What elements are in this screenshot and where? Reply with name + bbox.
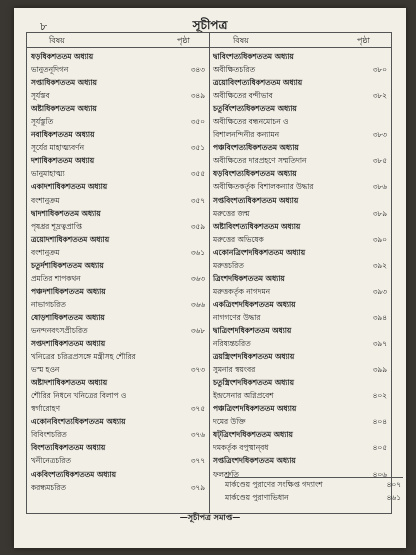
entry-page-number: ৩৪৩ xyxy=(190,65,205,75)
entry-title: পঞ্চবিংশত্যধিকশততম অধ্যায় xyxy=(213,143,299,153)
entry-title: ত্রয়োবিংশত্যধিকশততম অধ্যায় xyxy=(213,78,303,88)
chapter-heading xyxy=(31,376,211,389)
entry-title: সূর্যস্তুতি xyxy=(31,117,54,127)
entry-title: ষোড়শাধিকশততম অধ্যায় xyxy=(31,312,105,322)
chapter-heading xyxy=(31,180,211,193)
toc-entry xyxy=(31,220,211,233)
chapter-heading xyxy=(213,220,393,233)
entry-title: একবিংশত্যধিকশততম অধ্যায় xyxy=(31,469,117,479)
entry-title: একোনত্রিংশদধিকশততম অধ্যায় xyxy=(213,247,306,257)
toc-entry xyxy=(213,285,393,298)
chapter-heading xyxy=(31,337,211,350)
toc-entry xyxy=(213,207,393,220)
toc-entry xyxy=(31,246,211,259)
chapter-heading xyxy=(213,350,393,363)
entry-title: চতুর্দশাধিকশততম অধ্যায় xyxy=(31,260,104,270)
entry-page-number: ৩৯৯ xyxy=(372,365,387,375)
entry-title: নরিষ্যন্তচরিত xyxy=(213,339,251,349)
entry-title: সপ্তাধিকশততম অধ্যায় xyxy=(31,78,97,88)
entry-title: মরুত্তকর্তৃক নাগদমন xyxy=(213,286,271,296)
entry-title: দ্বাবিংশত্যধিকশততম অধ্যায় xyxy=(213,52,294,61)
toc-entry xyxy=(225,478,403,491)
chapter-heading xyxy=(213,376,393,389)
entry-title: নবাধিকশততম অধ্যায় xyxy=(31,130,95,140)
entry-title: নাভাগচরিত xyxy=(31,299,66,309)
entry-page-number: ৩৮০ xyxy=(372,65,387,75)
entry-title: মরুত্তের অভিষেক xyxy=(213,234,264,244)
entry-title: করন্ধমচরিত xyxy=(31,482,66,492)
toc-entry xyxy=(31,481,211,494)
entry-page-number: ৩৫৭ xyxy=(190,195,205,205)
toc-entry xyxy=(31,402,211,415)
entry-title: ভানুমাহাত্ম্য xyxy=(31,169,65,179)
chapter-heading xyxy=(213,324,393,337)
entry-title: ত্রয়স্ত্রিংশদধিকশততম অধ্যায় xyxy=(213,352,295,362)
entry-title: ত্রয়োদশাধিকশততম অধ্যায় xyxy=(31,234,110,244)
entry-title: অষ্টাদশাধিকশততম অধ্যায় xyxy=(31,378,108,388)
entry-page-number: ৩৮৬ xyxy=(372,182,387,192)
entry-title: ইন্দ্রসেনার অগ্নিপ্রবেশ xyxy=(213,391,274,401)
entry-page-number: ৩৭৯ xyxy=(190,482,205,492)
header-subject-right: বিষয় xyxy=(233,36,249,45)
entry-title: পঞ্চদশাধিকশততম অধ্যায় xyxy=(31,286,106,296)
entry-title: অষ্টাবিংশত্যধিকশততম অধ্যায় xyxy=(213,221,301,231)
header-page-right: পৃষ্ঠা xyxy=(357,36,370,45)
toc-entry xyxy=(31,428,211,441)
entry-title: প্রমতির শাপকথন xyxy=(31,273,81,283)
entry-page-number: ৩৮৫ xyxy=(372,156,387,166)
toc-entry xyxy=(31,350,211,363)
entry-title: শৌরির নিধনে খনিত্রের বিলাপ ও xyxy=(31,391,127,401)
entry-title: পঞ্চত্রিংশদধিকশততম অধ্যায় xyxy=(213,404,297,414)
entry-title: অবীক্ষিতের দারপ্রহণে সম্মতিদান xyxy=(213,156,307,166)
entry-page-number: ৩৮২ xyxy=(372,91,387,101)
entry-title: ভনন্দনবৎসপ্রীচরিত xyxy=(31,325,88,335)
left-column xyxy=(31,50,211,494)
entry-page-number: ৩৯৪ xyxy=(372,312,387,322)
toc-entry xyxy=(213,311,393,324)
entry-title: সপ্তদশাধিকশততম অধ্যায় xyxy=(31,339,106,349)
entry-title: ফলশ্রুতি xyxy=(213,469,239,479)
chapter-heading xyxy=(31,285,211,298)
entry-title: ষড়বিংশত্যধিকশততম অধ্যায় xyxy=(213,169,297,179)
entry-title: বিবিংশচরিত xyxy=(31,430,67,440)
entry-title: ত্রিংশদধিকশততম অধ্যায় xyxy=(213,273,285,283)
toc-entry xyxy=(213,115,393,128)
entry-page-number: ৩৭৬ xyxy=(190,430,205,440)
entry-title: মার্কণ্ডেয় পুরাণাভিধান xyxy=(225,493,289,503)
toc-entry xyxy=(213,128,393,141)
toc-entry xyxy=(213,363,393,376)
toc-entry xyxy=(31,194,211,207)
contents-table xyxy=(26,32,401,514)
entry-page-number: ৩৯৩ xyxy=(372,286,387,296)
entry-title: দমকর্তৃক বপুষ্মান্‌বধ xyxy=(213,443,269,453)
entry-page-number: ৩৫৫ xyxy=(190,169,205,179)
entry-title: সূর্যস্তব xyxy=(31,91,50,101)
entry-title: ষট্‌ত্রিংশদধিকশততম অধ্যায় xyxy=(213,430,293,440)
entry-title: অষ্টাধিকশততম অধ্যায় xyxy=(31,104,97,114)
entry-page-number: ৪০৬ xyxy=(372,469,387,479)
chapter-heading xyxy=(213,402,393,415)
toc-entry xyxy=(213,337,393,350)
toc-entry xyxy=(213,63,393,76)
entry-page-number: ৪০৭ xyxy=(386,480,401,489)
entry-page-number: ৩৭৭ xyxy=(190,456,205,466)
entry-title: ষড়ধিকশততম অধ্যায় xyxy=(31,52,94,61)
toc-entry xyxy=(213,389,393,402)
toc-entry xyxy=(213,259,393,272)
entry-page-number: ৪০২ xyxy=(372,391,387,401)
entry-title: সূর্যের মাহাত্ম্যবর্ণন xyxy=(31,143,85,153)
chapter-heading xyxy=(31,207,211,220)
chapter-heading xyxy=(213,428,393,441)
entry-page-number: ৩৬৩ xyxy=(190,273,205,283)
book-page xyxy=(14,8,406,548)
entry-title: একত্রিংশদধিকশততম অধ্যায় xyxy=(213,299,296,309)
entry-page-number: ৩৯২ xyxy=(372,260,387,270)
chapter-heading xyxy=(213,454,393,467)
entry-title: দ্বাদশাধিকশততম অধ্যায় xyxy=(31,208,101,218)
entry-title: ভানুতনূদিগন xyxy=(31,65,69,75)
entry-title: পৃষধ্রর শূদ্রত্বপ্রাপ্তি xyxy=(31,221,82,231)
entry-page-number: ৪৬১ xyxy=(386,493,401,503)
chapter-heading xyxy=(213,141,393,154)
header-page-left: পৃষ্ঠা xyxy=(177,36,190,45)
toc-entry xyxy=(31,324,211,337)
chapter-heading xyxy=(31,154,211,167)
chapter-heading xyxy=(31,233,211,246)
entry-title: দমের উক্তি xyxy=(213,417,246,427)
entry-page-number: ৩৬১ xyxy=(190,247,205,257)
entry-page-number: ৩৫৯ xyxy=(190,221,205,231)
entry-title: খনীনেত্রচরিত xyxy=(31,456,71,466)
chapter-heading xyxy=(213,102,393,115)
entry-title: নাগগণের উদ্ধার xyxy=(213,312,261,322)
entry-page-number: ৩৫০ xyxy=(190,117,205,127)
page-number: ৮ xyxy=(40,20,48,33)
toc-entry xyxy=(213,441,393,454)
entry-title: একাদশাধিকশততম অধ্যায় xyxy=(31,182,108,192)
chapter-heading xyxy=(31,468,211,481)
entry-page-number: ৩৮৯ xyxy=(372,208,387,218)
chapter-heading xyxy=(31,441,211,454)
chapter-heading xyxy=(213,246,393,259)
chapter-heading xyxy=(213,194,393,207)
end-note: —সূচীপত্র সমাপ্ত— xyxy=(179,512,241,522)
entry-title: অবীক্ষিতকর্তৃক বিশালকন্যার উদ্ধার xyxy=(213,182,314,192)
toc-entry xyxy=(31,363,211,376)
chapter-heading xyxy=(213,167,393,180)
toc-entry xyxy=(213,154,393,167)
entry-title: বংশানুক্রম xyxy=(31,247,60,257)
toc-entry xyxy=(213,233,393,246)
chapter-heading xyxy=(31,76,211,89)
entry-title: দশাধিকশততম অধ্যায় xyxy=(31,156,95,166)
chapter-heading xyxy=(31,50,211,63)
entry-title: অবীক্ষিতের বন্দীভাব xyxy=(213,91,273,101)
chapter-heading xyxy=(213,298,393,311)
entry-title: ভস্ম হওন xyxy=(31,365,60,375)
entry-page-number: ৩৬৬ xyxy=(190,299,205,309)
toc-entry xyxy=(213,180,393,193)
entry-title: সপ্তত্রিংশদধিকশততম অধ্যায় xyxy=(213,456,296,466)
toc-entry xyxy=(213,89,393,102)
entry-page-number: ৩৪৯ xyxy=(190,91,205,101)
toc-entry xyxy=(31,141,211,154)
entry-title: দ্বাত্রিংশদধিকশততম অধ্যায় xyxy=(213,325,292,335)
toc-entry xyxy=(31,389,211,402)
chapter-heading xyxy=(31,311,211,324)
chapter-heading xyxy=(31,259,211,272)
entry-page-number: ৩৯০ xyxy=(372,234,387,244)
entry-title: একোনবিংশত্যধিকশততম অধ্যায় xyxy=(31,417,126,427)
header-subject-left: বিষয় xyxy=(49,36,65,45)
entry-page-number: ৩৫১ xyxy=(190,143,205,153)
entry-title: মরুত্তের জন্ম xyxy=(213,208,250,218)
entry-title: মরুত্তচরিত xyxy=(213,260,244,270)
entry-page-number: ৩৭৫ xyxy=(190,404,205,414)
right-column xyxy=(213,50,393,481)
toc-entry xyxy=(31,167,211,180)
chapter-heading xyxy=(213,50,393,63)
entry-title: সপ্তবিংশত্যধিকশততম অধ্যায় xyxy=(213,195,299,205)
chapter-heading xyxy=(31,128,211,141)
toc-entry xyxy=(31,89,211,102)
toc-entry xyxy=(213,415,393,428)
toc-entry xyxy=(31,63,211,76)
entry-title: বিংশত্যধিকশততম অধ্যায় xyxy=(31,443,106,453)
entry-page-number: ৪০৪ xyxy=(372,417,387,427)
entry-title: বিশালনন্দিনীর কন্যামন xyxy=(213,130,280,140)
entry-title: অবীক্ষিতের বন্ধনমোচন ও xyxy=(213,117,289,127)
toc-entry xyxy=(31,115,211,128)
entry-title: চতুর্বিংশত্যধিকশততম অধ্যায় xyxy=(213,104,297,114)
chapter-heading xyxy=(31,415,211,428)
entry-title: চতুস্ত্রিংশদধিকশততম অধ্যায় xyxy=(213,378,294,388)
entry-title: সুমনার স্বয়ংবর xyxy=(213,365,256,375)
entry-title: মার্কণ্ডেয় পুরাণের সংক্ষিপ্ত গদ্যাংশ xyxy=(225,480,323,489)
entry-title: খনিত্রের চরিত্রপ্রসঙ্গে মন্ত্রীসহ শৌরির xyxy=(31,352,136,362)
toc-entry xyxy=(31,454,211,467)
entry-page-number: ৩৮৩ xyxy=(372,130,387,140)
toc-entry xyxy=(225,491,403,504)
toc-entry xyxy=(31,272,211,285)
chapter-heading xyxy=(31,102,211,115)
appendix-rows xyxy=(225,477,403,504)
entry-page-number: ৩৯৭ xyxy=(372,339,387,349)
toc-entry xyxy=(31,298,211,311)
entry-title: বংশানুক্রম xyxy=(31,195,60,205)
entry-page-number: ৪০৫ xyxy=(372,443,387,453)
page-title: সূচীপত্র xyxy=(192,18,228,32)
entry-page-number: ৩৭৩ xyxy=(190,365,205,375)
entry-page-number: ৩৬৮ xyxy=(190,325,205,335)
entry-title: অবীক্ষিতচরিত xyxy=(213,65,255,75)
entry-title: স্বর্গারোহণ xyxy=(31,404,61,414)
chapter-heading xyxy=(213,272,393,285)
chapter-heading xyxy=(213,76,393,89)
